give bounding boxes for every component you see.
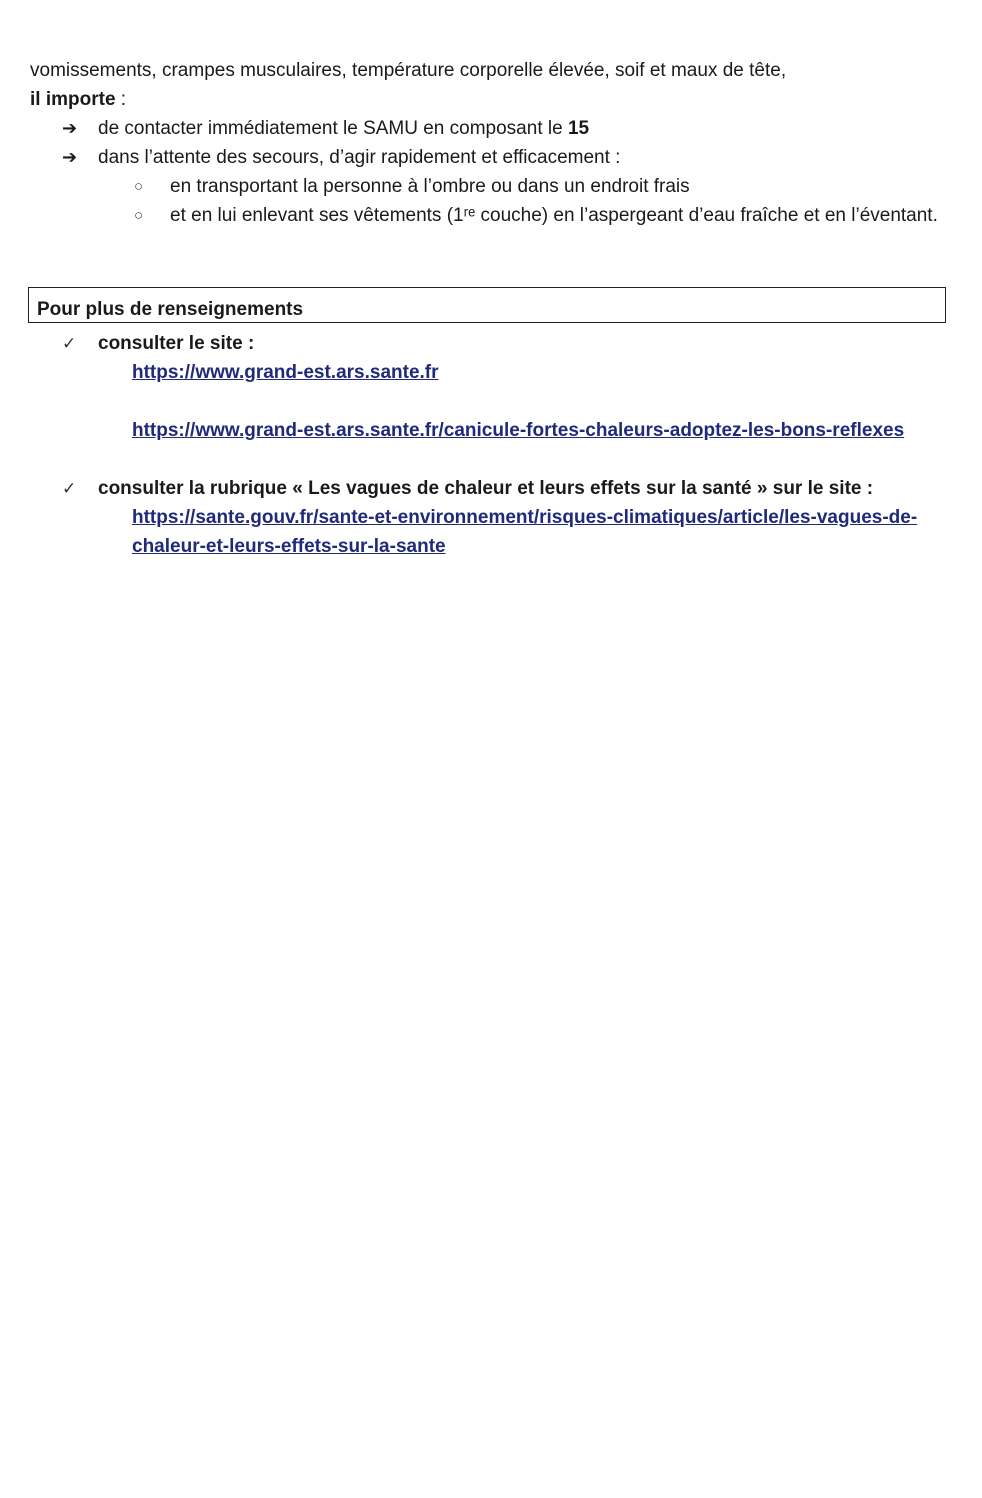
info-box [28,287,946,323]
link-ars-grand-est[interactable]: https://www.grand-est.ars.sante.fr [132,362,439,383]
action-text: de contacter immédiatement le SAMU en composant le [98,118,568,139]
link-sante-gouv-vagues-chaleur[interactable]: https://sante.gouv.fr/sante-et-environnement/risques-climatiques/article/les-vagues-de-chaleur-et-leurs-effets-sur-la-sante [132,507,918,557]
link-canicule-reflexes[interactable]: https://www.grand-est.ars.sante.fr/canicule-fortes-chaleurs-adoptez-les-bons-reflexes [132,420,905,441]
arrow-right-icon: ➔ [62,118,78,138]
action-list [62,114,962,230]
samu-number: 15 [567,118,590,139]
sub-action-item [134,172,954,201]
resource-label: consulter le site : [98,333,255,354]
intro-suffix: : [115,89,127,110]
resource-item-rubrique [62,474,922,561]
sub-action-list [134,172,954,230]
info-box-heading: Pour plus de renseignements [37,299,304,320]
intro-text: vomissements, crampes musculaires, température corporelle élevée, soif et maux de tête, [30,60,787,81]
circle-bullet-icon: ○ [134,178,144,195]
sub-action-text: et en lui enlevant ses vêtements (1ʳᵉ couche) en l’aspergeant d’eau fraîche et en l’éventant. [170,205,938,226]
checkmark-icon: ✓ [62,334,77,353]
circle-bullet-icon: ○ [134,207,144,224]
sub-action-item [134,201,954,230]
resource-item-site [62,329,922,474]
sub-action-text: en transportant la personne à l’ombre ou dans un endroit frais [170,176,690,197]
resource-label: consulter la rubrique « Les vagues de chaleur et leurs effets sur la santé » sur le site : [98,478,874,499]
action-item-call-samu [62,114,962,143]
arrow-right-icon: ➔ [62,147,78,167]
resource-list [62,329,922,561]
action-text: dans l’attente des secours, d’agir rapidement et efficacement : [98,147,621,168]
checkmark-icon: ✓ [62,479,77,498]
intro-paragraph [30,56,960,114]
action-item-act-fast [62,143,962,230]
intro-strong: il importe [30,89,116,110]
